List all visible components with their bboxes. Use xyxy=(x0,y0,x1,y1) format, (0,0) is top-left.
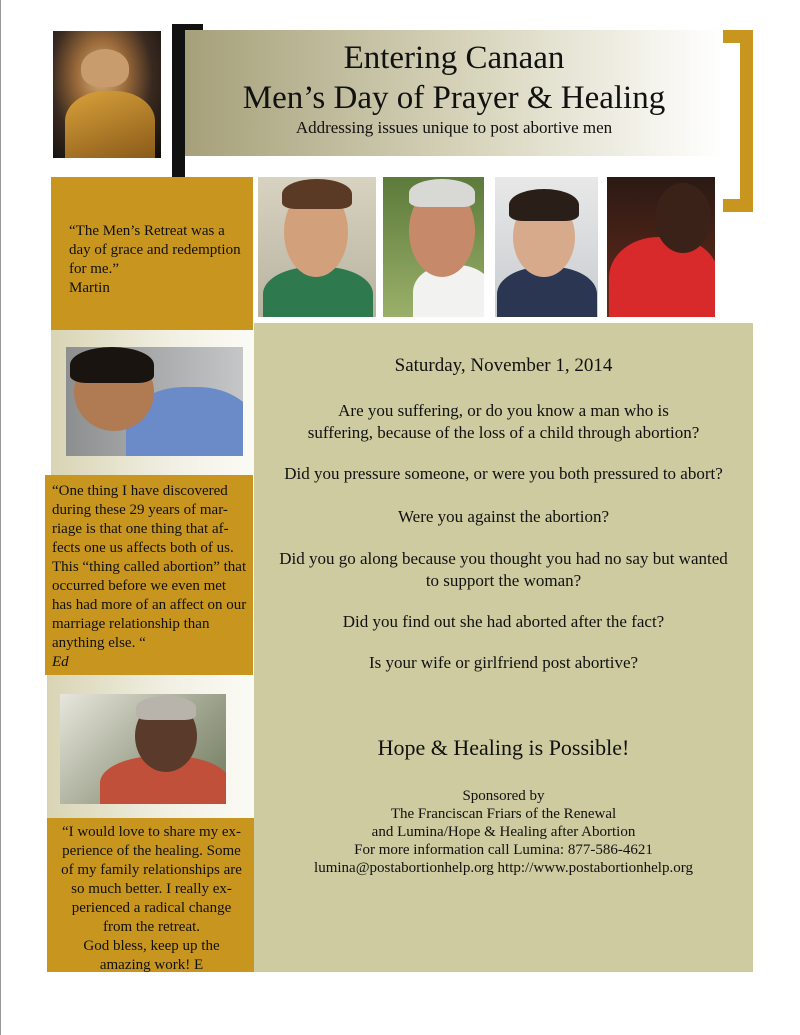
question-line: Did you go along because you thought you had no say but wanted xyxy=(279,549,728,568)
hope-heading: Hope & Healing is Possible! xyxy=(377,735,630,760)
subtitle: Addressing issues unique to post abortive men xyxy=(295,118,613,137)
older-man-mustache-photo xyxy=(383,177,484,317)
older-man-photo xyxy=(60,694,226,804)
sponsor-line: The Franciscan Friars of the Renewal xyxy=(390,806,617,822)
testimonial-line: perienced a radical change xyxy=(71,900,232,916)
testimonial-line: “I would love to share my ex- xyxy=(61,824,242,840)
testimonial-e xyxy=(47,818,254,972)
sponsor-line: and Lumina/Hope & Healing after Abortion xyxy=(371,824,636,840)
title-line-1: Entering Canaan xyxy=(343,40,565,76)
testimonial-line: God bless, keep up the xyxy=(83,938,220,954)
question-line: Is your wife or girlfriend post abortive? xyxy=(368,653,639,672)
right-bracket xyxy=(740,30,753,212)
testimonial-line: amazing work! E xyxy=(99,957,204,973)
contact-phone: For more information call Lumina: 877-586-4621 xyxy=(354,842,653,858)
question-line: suffering, because of the loss of a child through abortion? xyxy=(307,423,700,442)
title-line-2: Men’s Day of Prayer & Healing xyxy=(242,80,666,116)
saint-painting-image xyxy=(53,31,161,158)
testimonial-text: “The Men’s Retreat was a day of grace and redemption for me.” xyxy=(69,223,241,277)
testimonial-author: Ed xyxy=(52,654,69,670)
question-line: Did you pressure someone, or were you both pressured to abort? xyxy=(284,464,723,483)
man-red-shirt-photo xyxy=(607,177,715,317)
testimonial-line: perience of the healing. Some xyxy=(62,843,241,859)
question-line: Were you against the abortion? xyxy=(397,507,610,526)
head xyxy=(655,183,711,253)
painting-figure xyxy=(81,49,129,87)
painting-robe xyxy=(65,91,155,158)
question-line: to support the woman? xyxy=(425,571,582,590)
testimonial-line: from the retreat. xyxy=(102,919,201,935)
right-bracket-bottom xyxy=(723,199,753,212)
testimonial-line: so much better. I really ex- xyxy=(71,881,232,897)
right-bracket-top xyxy=(723,30,753,43)
hair xyxy=(70,347,154,383)
shirt xyxy=(609,237,715,317)
testimonial-author: Martin xyxy=(69,280,110,296)
question-line: Did you find out she had aborted after the fact? xyxy=(342,612,665,631)
page-border xyxy=(0,0,1,1035)
testimonial-text: “One thing I have discovered during these 29 years of mar-riage is that one thing that af-fects one us affects both of us. This “thing called abortion” that occurred before we even met has had more of an affect on our marriage relationship than anything else. “ xyxy=(52,483,247,651)
event-date: Saturday, November 1, 2014 xyxy=(394,355,613,376)
hair xyxy=(409,179,475,207)
hair xyxy=(282,179,352,209)
testimonial-martin xyxy=(51,177,253,330)
contact-links: lumina@postabortionhelp.org http://www.postabortionhelp.org xyxy=(314,860,693,876)
testimonial-line: of my family relationships are xyxy=(61,862,242,878)
young-man-resting-photo xyxy=(495,177,598,317)
testimonial-ed xyxy=(45,475,253,675)
hair xyxy=(136,696,196,720)
question-line: Are you suffering, or do you know a man who is xyxy=(338,401,669,420)
hair xyxy=(509,189,579,221)
man-glasses-photo xyxy=(258,177,376,317)
young-man-photo xyxy=(66,347,243,456)
sponsor-line: Sponsored by xyxy=(462,788,545,804)
